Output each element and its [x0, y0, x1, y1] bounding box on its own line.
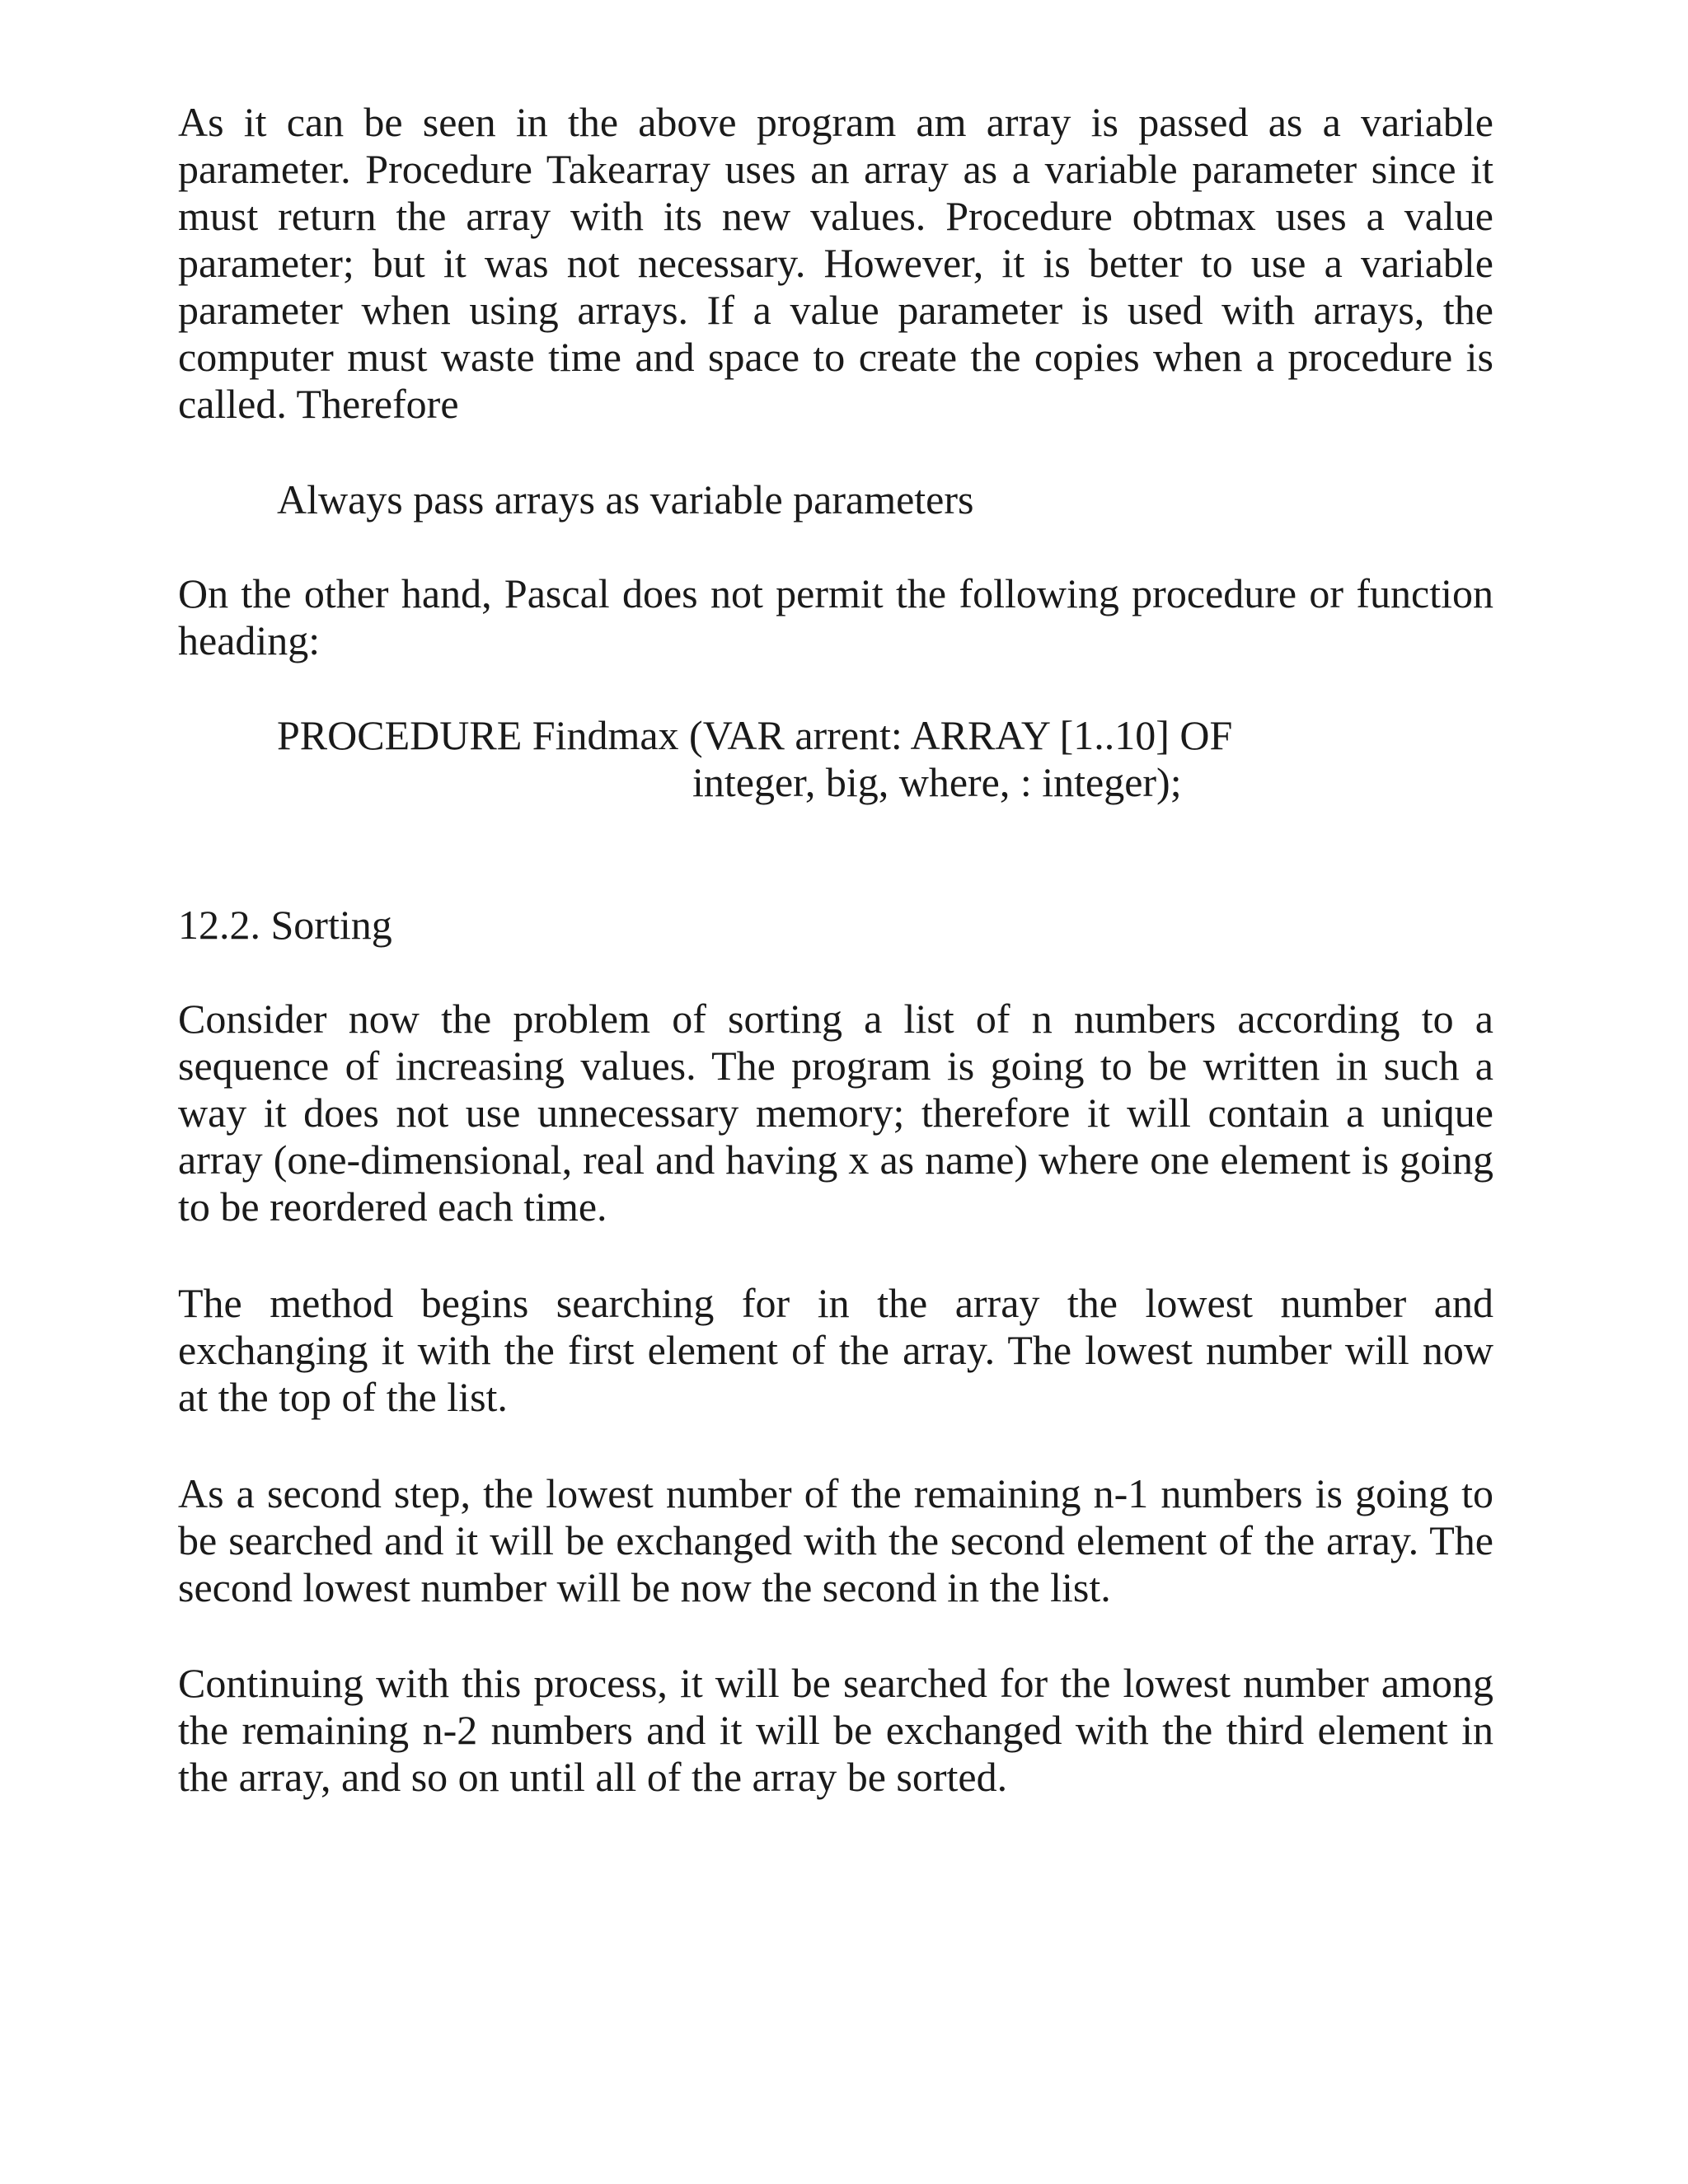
- section-heading: 12.2. Sorting: [178, 902, 392, 948]
- code-line-procedure-params: integer, big, where, : integer);: [692, 759, 1182, 805]
- paragraph-continuing-process: Continuing with this process, it will be searched for the lowest number among the remaining n-2 numbers and it will be exchanged with the third element in the array, and so on until all of the array be sorted.: [178, 1660, 1493, 1800]
- paragraph-array-parameters: As it can be seen in the above program am array is passed as a variable parameter. Procedure Takearray uses an array as a variable parameter since it must return the array with its new values. Procedure obtmax uses a value parameter; but it was not necessary. However, it is better to use a variable parameter when using arrays. If a value parameter is used with arrays, the computer must waste time and space to create the copies when a procedure is called. Therefore: [178, 99, 1493, 427]
- code-line-procedure-heading: PROCEDURE Findmax (VAR arrent: ARRAY [1..10] OF: [277, 712, 1233, 758]
- paragraph-pascal-restriction: On the other hand, Pascal does not permit the following procedure or function heading:: [178, 570, 1493, 663]
- paragraph-second-step: As a second step, the lowest number of the remaining n-1 numbers is going to be searched and it will be exchanged with the second element of the array. The second lowest number will be now the second in the list.: [178, 1470, 1493, 1610]
- paragraph-method-first-step: The method begins searching for in the array the lowest number and exchanging it with the first element of the array. The lowest number will now at the top of the list.: [178, 1280, 1493, 1420]
- paragraph-sorting-problem: Consider now the problem of sorting a list of n numbers according to a sequence of increasing values. The program is going to be written in such a way it does not use unnecessary memory; therefore it will contain a unique array (one-dimensional, real and having x as name) where one element is going to be reordered each time.: [178, 996, 1493, 1230]
- callout-rule: Always pass arrays as variable parameters: [277, 476, 974, 523]
